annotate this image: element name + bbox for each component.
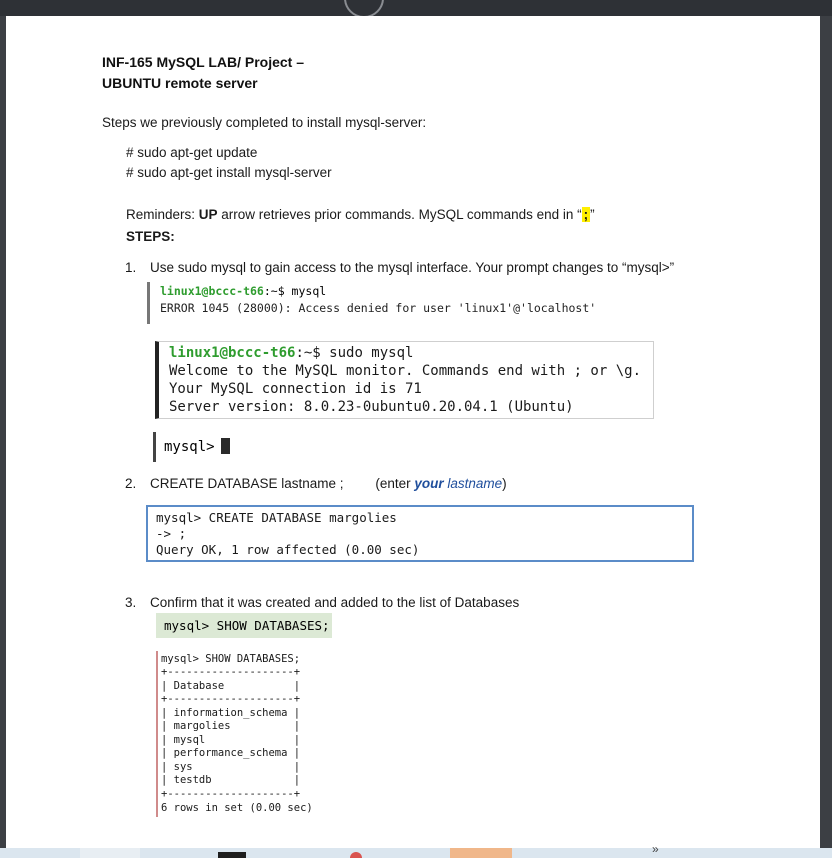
- step-2-hint-lastname: lastname: [443, 476, 503, 491]
- step-2-hint-your-lastname: [414, 476, 502, 491]
- show-databases-command-box: [156, 613, 332, 638]
- terminal-snippet-access-denied: [147, 282, 597, 324]
- terminal-output-line: mysql> SHOW DATABASES;: [161, 653, 301, 665]
- terminal-output-line: | sys |: [161, 761, 301, 773]
- terminal-error-line: ERROR 1045 (28000): Access denied for user 'linux1'@'localhost': [160, 301, 597, 315]
- step-2-hint-your: your: [414, 476, 444, 491]
- terminal-command: :~$ sudo mysql: [295, 345, 414, 361]
- terminal-output-line: +--------------------+: [161, 693, 301, 705]
- mysql-prompt-snippet: [153, 432, 230, 462]
- terminal-output-line: +--------------------+: [161, 666, 301, 678]
- step-2-hint-close: ): [502, 476, 507, 491]
- highlighted-semicolon: ;: [583, 207, 589, 222]
- taskbar-app-icon[interactable]: [350, 852, 362, 858]
- terminal-connection-id-line: Your MySQL connection id is 71: [169, 381, 422, 397]
- step-1-number: 1.: [125, 260, 137, 275]
- terminal-create-line: mysql> CREATE DATABASE margolies: [156, 510, 397, 525]
- taskbar-item[interactable]: [80, 848, 140, 858]
- terminal-prompt-line: [169, 345, 413, 361]
- terminal-prompt-line: [160, 284, 326, 298]
- terminal-output-line: | performance_schema |: [161, 747, 301, 759]
- show-databases-command: mysql> SHOW DATABASES;: [164, 618, 330, 633]
- terminal-user-host: linux1@bccc-t66: [160, 284, 264, 298]
- mysql-prompt: mysql>: [164, 439, 215, 455]
- step-3-text: Confirm that it was created and added to the list of Databases: [150, 595, 520, 610]
- terminal-snippet-show-databases: [156, 651, 328, 817]
- document-page: [6, 16, 820, 848]
- terminal-command: :~$ mysql: [263, 284, 327, 298]
- taskbar: [0, 842, 832, 858]
- step-2-hint-open: (enter: [375, 476, 415, 491]
- terminal-user-host: linux1@bccc-t66: [169, 345, 296, 361]
- step-1-text: Use sudo mysql to gain access to the mysql interface. Your prompt changes to “mysql>”: [150, 260, 675, 275]
- taskbar-app-icon[interactable]: [218, 852, 246, 858]
- steps-heading: STEPS:: [126, 229, 175, 244]
- reminders-text: arrow retrieves prior commands. MySQL commands end in “: [217, 207, 582, 222]
- terminal-snippet-create-database: [146, 505, 694, 562]
- terminal-query-ok-line: Query OK, 1 row affected (0.00 sec): [156, 542, 420, 557]
- step-3: [125, 595, 519, 610]
- terminal-output-line: | information_schema |: [161, 707, 301, 719]
- doc-title-line-2: UBUNTU remote server: [102, 75, 258, 91]
- reminders-close-quote: ”: [590, 207, 595, 222]
- install-command-update: # sudo apt-get update: [126, 145, 258, 160]
- doc-title-line-1: INF-165 MySQL LAB/ Project –: [102, 54, 305, 70]
- terminal-output-line: 6 rows in set (0.00 sec): [161, 802, 313, 814]
- terminal-welcome-line: Welcome to the MySQL monitor. Commands end with ; or \g.: [169, 363, 642, 379]
- step-2-text: CREATE DATABASE lastname ;: [150, 476, 344, 491]
- step-2-number: 2.: [125, 476, 137, 491]
- step-2: [125, 476, 507, 491]
- reminders-line: [126, 207, 595, 222]
- terminal-output-line: | margolies |: [161, 720, 301, 732]
- terminal-snippet-sudo-mysql: [155, 341, 654, 419]
- terminal-output-line: | mysql |: [161, 734, 301, 746]
- viewer-top-bar: [0, 0, 832, 16]
- install-command-mysql-server: # sudo apt-get install mysql-server: [126, 165, 332, 180]
- steps-intro: Steps we previously completed to install mysql-server:: [102, 115, 427, 130]
- terminal-output-line: +--------------------+: [161, 788, 301, 800]
- terminal-output-line: | Database |: [161, 680, 301, 692]
- chevron-double-right-icon[interactable]: »: [652, 842, 659, 856]
- terminal-server-version-line: Server version: 8.0.23-0ubuntu0.20.04.1 (Ubuntu): [169, 399, 574, 415]
- terminal-output-line: | testdb |: [161, 774, 301, 786]
- terminal-cursor-icon: [221, 438, 230, 454]
- reminders-up-key: UP: [198, 207, 218, 222]
- step-1: [125, 260, 674, 275]
- terminal-continuation-line: -> ;: [156, 526, 187, 541]
- taskbar-active-item[interactable]: [450, 848, 512, 858]
- step-3-number: 3.: [125, 595, 137, 610]
- reminders-label: Reminders:: [126, 207, 199, 222]
